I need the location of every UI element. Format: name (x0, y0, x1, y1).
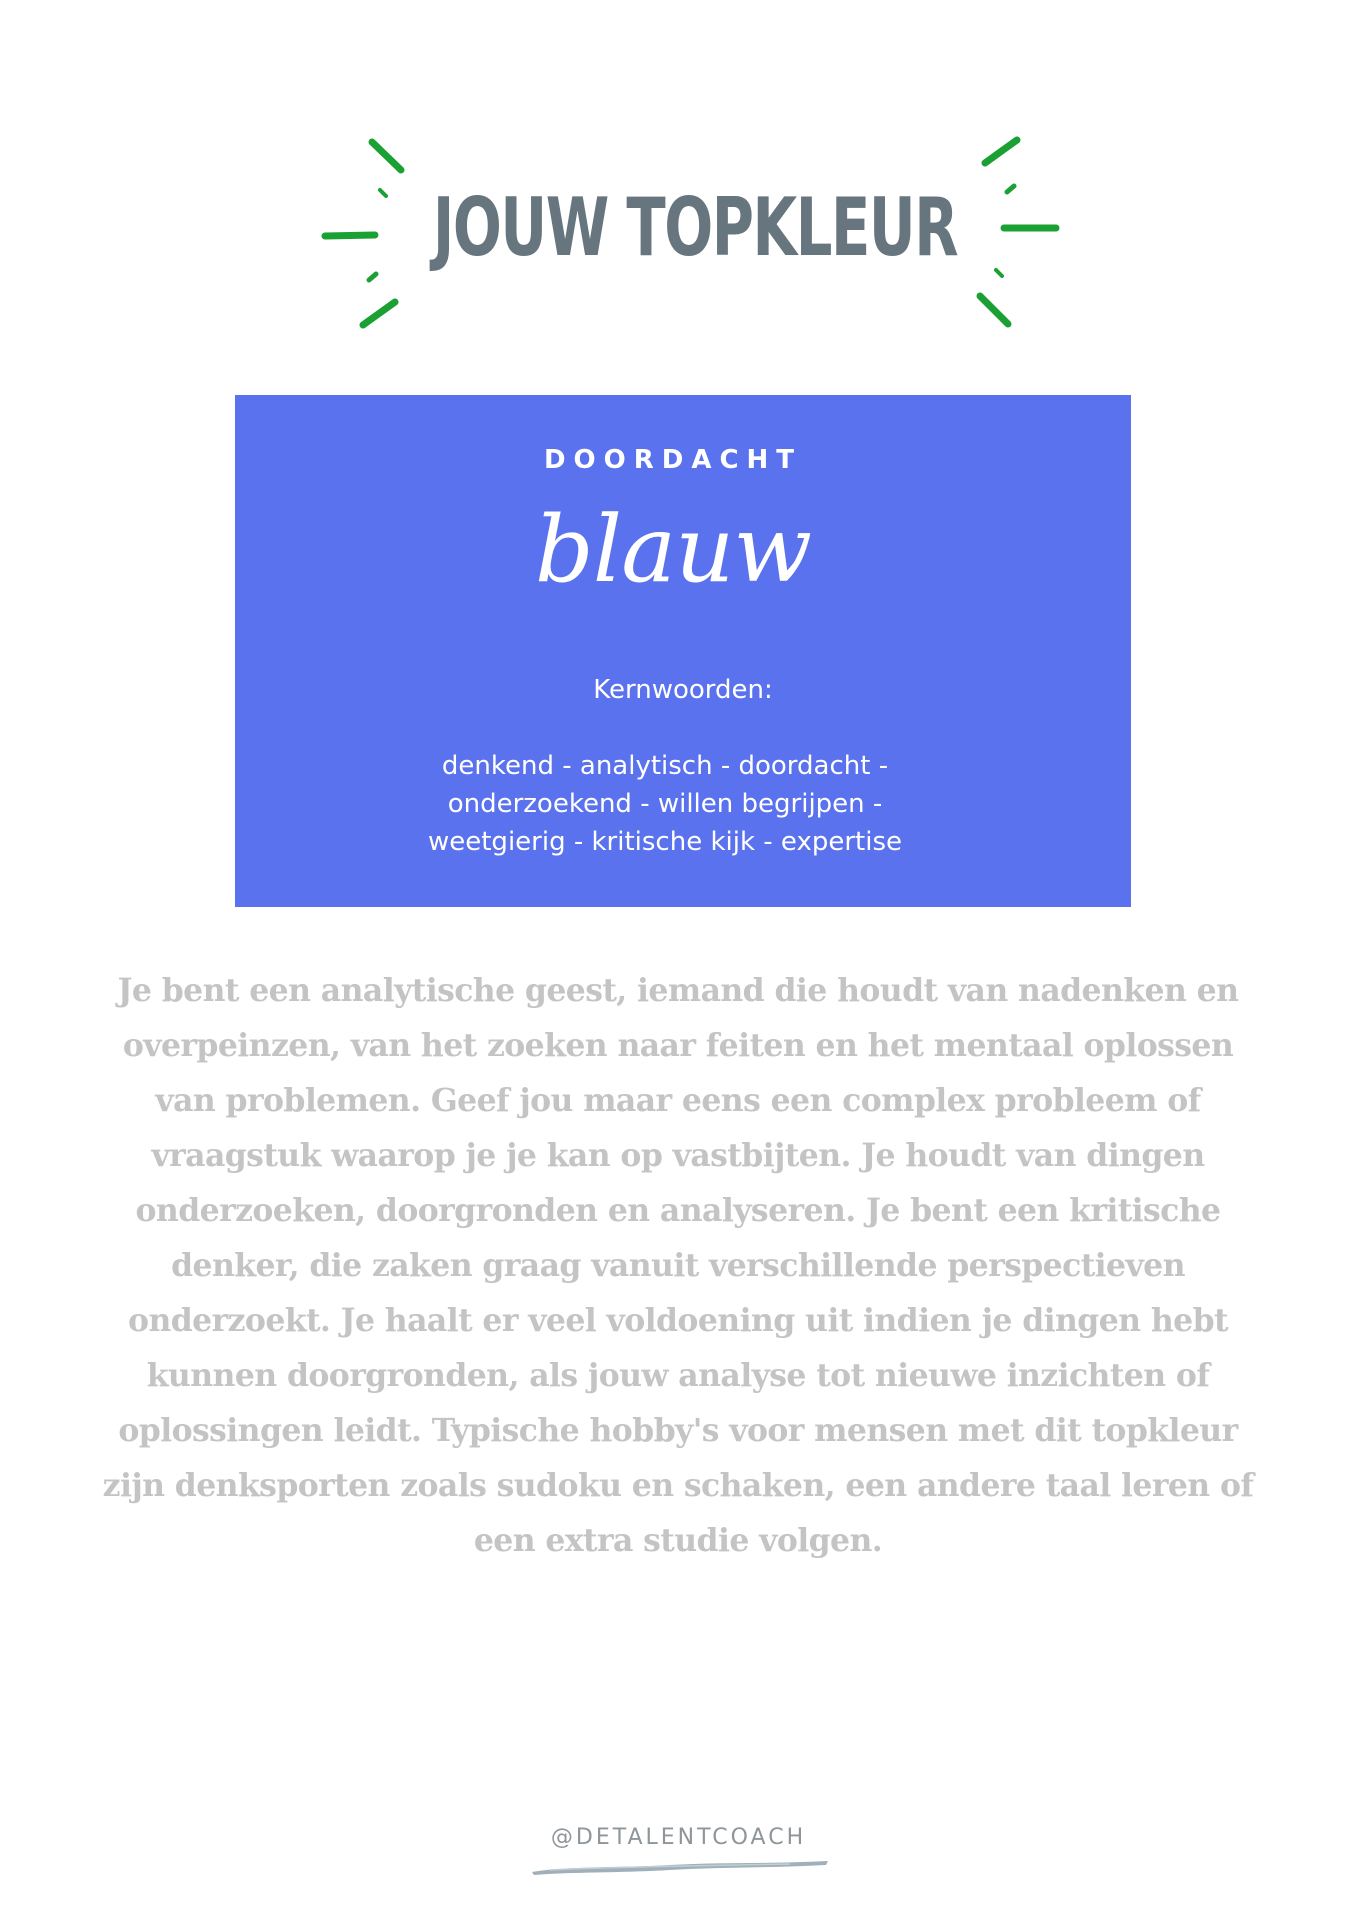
brush-stroke-icon (530, 1858, 830, 1878)
description-text: Je bent een analytische geest, iemand die houdt van nadenken en overpeinzen, van het zoeken naar feiten en het mentaal oplossen van problemen. Geef jou maar eens een complex probleem of vraagstuk waarop je je kan op vastbijten. Je houdt van dingen onderzoeken, doorgronden en analyseren. Je bent een kritische denker, die zaken graag vanuit verschillende perspectieven onderzoekt. Je haalt er veel voldoening uit indien je dingen hebt kunnen doorgronden, als jouw analyse tot nieuwe inzichten of oplossingen leidt. Typische hobby's voor mensen met dit topkleur zijn denksporten zoals sudoku en schaken, een andere taal leren of een extra studie volgen. (102, 972, 1254, 1559)
card-color-name: blauw (534, 496, 812, 603)
header (0, 0, 1357, 360)
card-eyebrow: DOORDACHT (543, 445, 803, 475)
card-keywords: denkend - analytisch - doordacht - onderzoekend - willen begrijpen - weetgierig - kritische kijk - expertise (427, 751, 903, 857)
footer-handle: @DETALENTCOACH (550, 1825, 807, 1850)
page-title: JOUW TOPKLEUR (432, 181, 958, 274)
color-card (235, 395, 1131, 907)
card-keywords-label: Kernwoorden: (593, 675, 773, 705)
